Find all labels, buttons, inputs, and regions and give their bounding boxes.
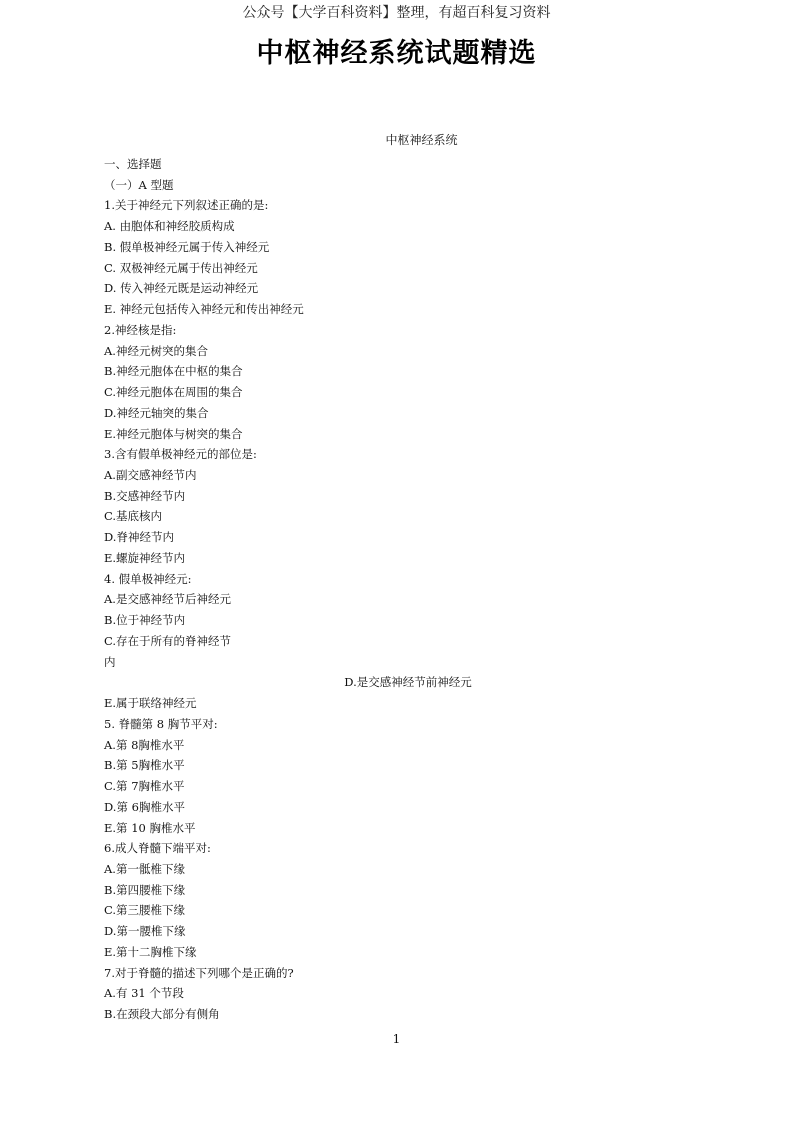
section-title: 中枢神经系统 xyxy=(385,133,458,147)
q5-option-c: C.第 7胸椎水平 xyxy=(104,779,185,794)
q2-option-a: A.神经元树突的集合 xyxy=(104,343,208,358)
q6-option-a: A.第一骶椎下缘 xyxy=(104,861,185,876)
q7-option-b: B.在颈段大部分有侧角 xyxy=(104,1007,220,1022)
section-heading: 一、选择题 xyxy=(104,157,162,171)
question-5: 5. 脊髓第 8 胸节平对: xyxy=(104,716,218,731)
question-3: 3.含有假单极神经元的部位是: xyxy=(104,447,257,462)
q4-option-c-continued: 内 xyxy=(104,654,116,669)
q6-option-b: B.第四腰椎下缘 xyxy=(104,882,186,897)
question-list xyxy=(104,154,704,1025)
page-number: 1 xyxy=(392,1032,401,1046)
q3-option-e: E.螺旋神经节内 xyxy=(104,550,186,565)
q1-option-b: B. 假单极神经元属于传入神经元 xyxy=(104,239,270,254)
subsection-heading: （一）A 型题 xyxy=(104,177,174,192)
document-title: 中枢神经系统试题精选 xyxy=(256,38,537,69)
question-1: 1.关于神经元下列叙述正确的是: xyxy=(104,198,269,213)
question-7: 7.对于脊髓的描述下列哪个是正确的? xyxy=(104,965,294,980)
q2-option-c: C.神经元胞体在周围的集合 xyxy=(104,385,243,400)
q2-option-e: E.神经元胞体与树突的集合 xyxy=(104,426,243,441)
q3-option-d: D.脊神经节内 xyxy=(104,530,174,545)
q6-option-c: C.第三腰椎下缘 xyxy=(104,903,186,918)
header-note: 公众号【大学百科资料】整理，有超百科复习资料 xyxy=(242,5,551,21)
question-2: 2.神经核是指: xyxy=(104,322,177,337)
q5-option-a: A.第 8胸椎水平 xyxy=(104,737,185,752)
q5-option-d: D.第 6胸椎水平 xyxy=(104,799,185,814)
q3-option-a: A.副交感神经节内 xyxy=(104,468,197,483)
q6-option-d: D.第一腰椎下缘 xyxy=(104,924,186,939)
q6-option-e: E.第十二胸椎下缘 xyxy=(104,944,197,959)
q4-option-c: C.存在于所有的脊神经节 xyxy=(104,633,232,648)
q5-option-e: E.第 10 胸椎水平 xyxy=(104,820,196,835)
q4-option-d: D.是交感神经节前神经元 xyxy=(344,675,472,690)
q5-option-b: B.第 5胸椎水平 xyxy=(104,758,185,773)
q3-option-c: C.基底核内 xyxy=(104,509,163,524)
q4-option-b: B.位于神经节内 xyxy=(104,613,186,628)
q3-option-b: B.交感神经节内 xyxy=(104,488,186,503)
q2-option-d: D.神经元轴突的集合 xyxy=(104,405,209,420)
q1-option-d: D. 传入神经元既是运动神经元 xyxy=(104,281,259,296)
q1-option-e: E. 神经元包括传入神经元和传出神经元 xyxy=(104,302,304,317)
q1-option-a: A. 由胞体和神经胶质构成 xyxy=(104,219,235,234)
q7-option-a: A.有 31 个节段 xyxy=(104,986,184,1001)
q4-option-a: A.是交感神经节后神经元 xyxy=(104,592,231,607)
q1-option-c: C. 双极神经元属于传出神经元 xyxy=(104,260,258,275)
q2-option-b: B.神经元胞体在中枢的集合 xyxy=(104,364,243,379)
q4-option-e: E.属于联络神经元 xyxy=(104,696,197,711)
question-6: 6.成人脊髓下端平对: xyxy=(104,841,211,856)
question-4: 4. 假单极神经元: xyxy=(104,571,192,586)
